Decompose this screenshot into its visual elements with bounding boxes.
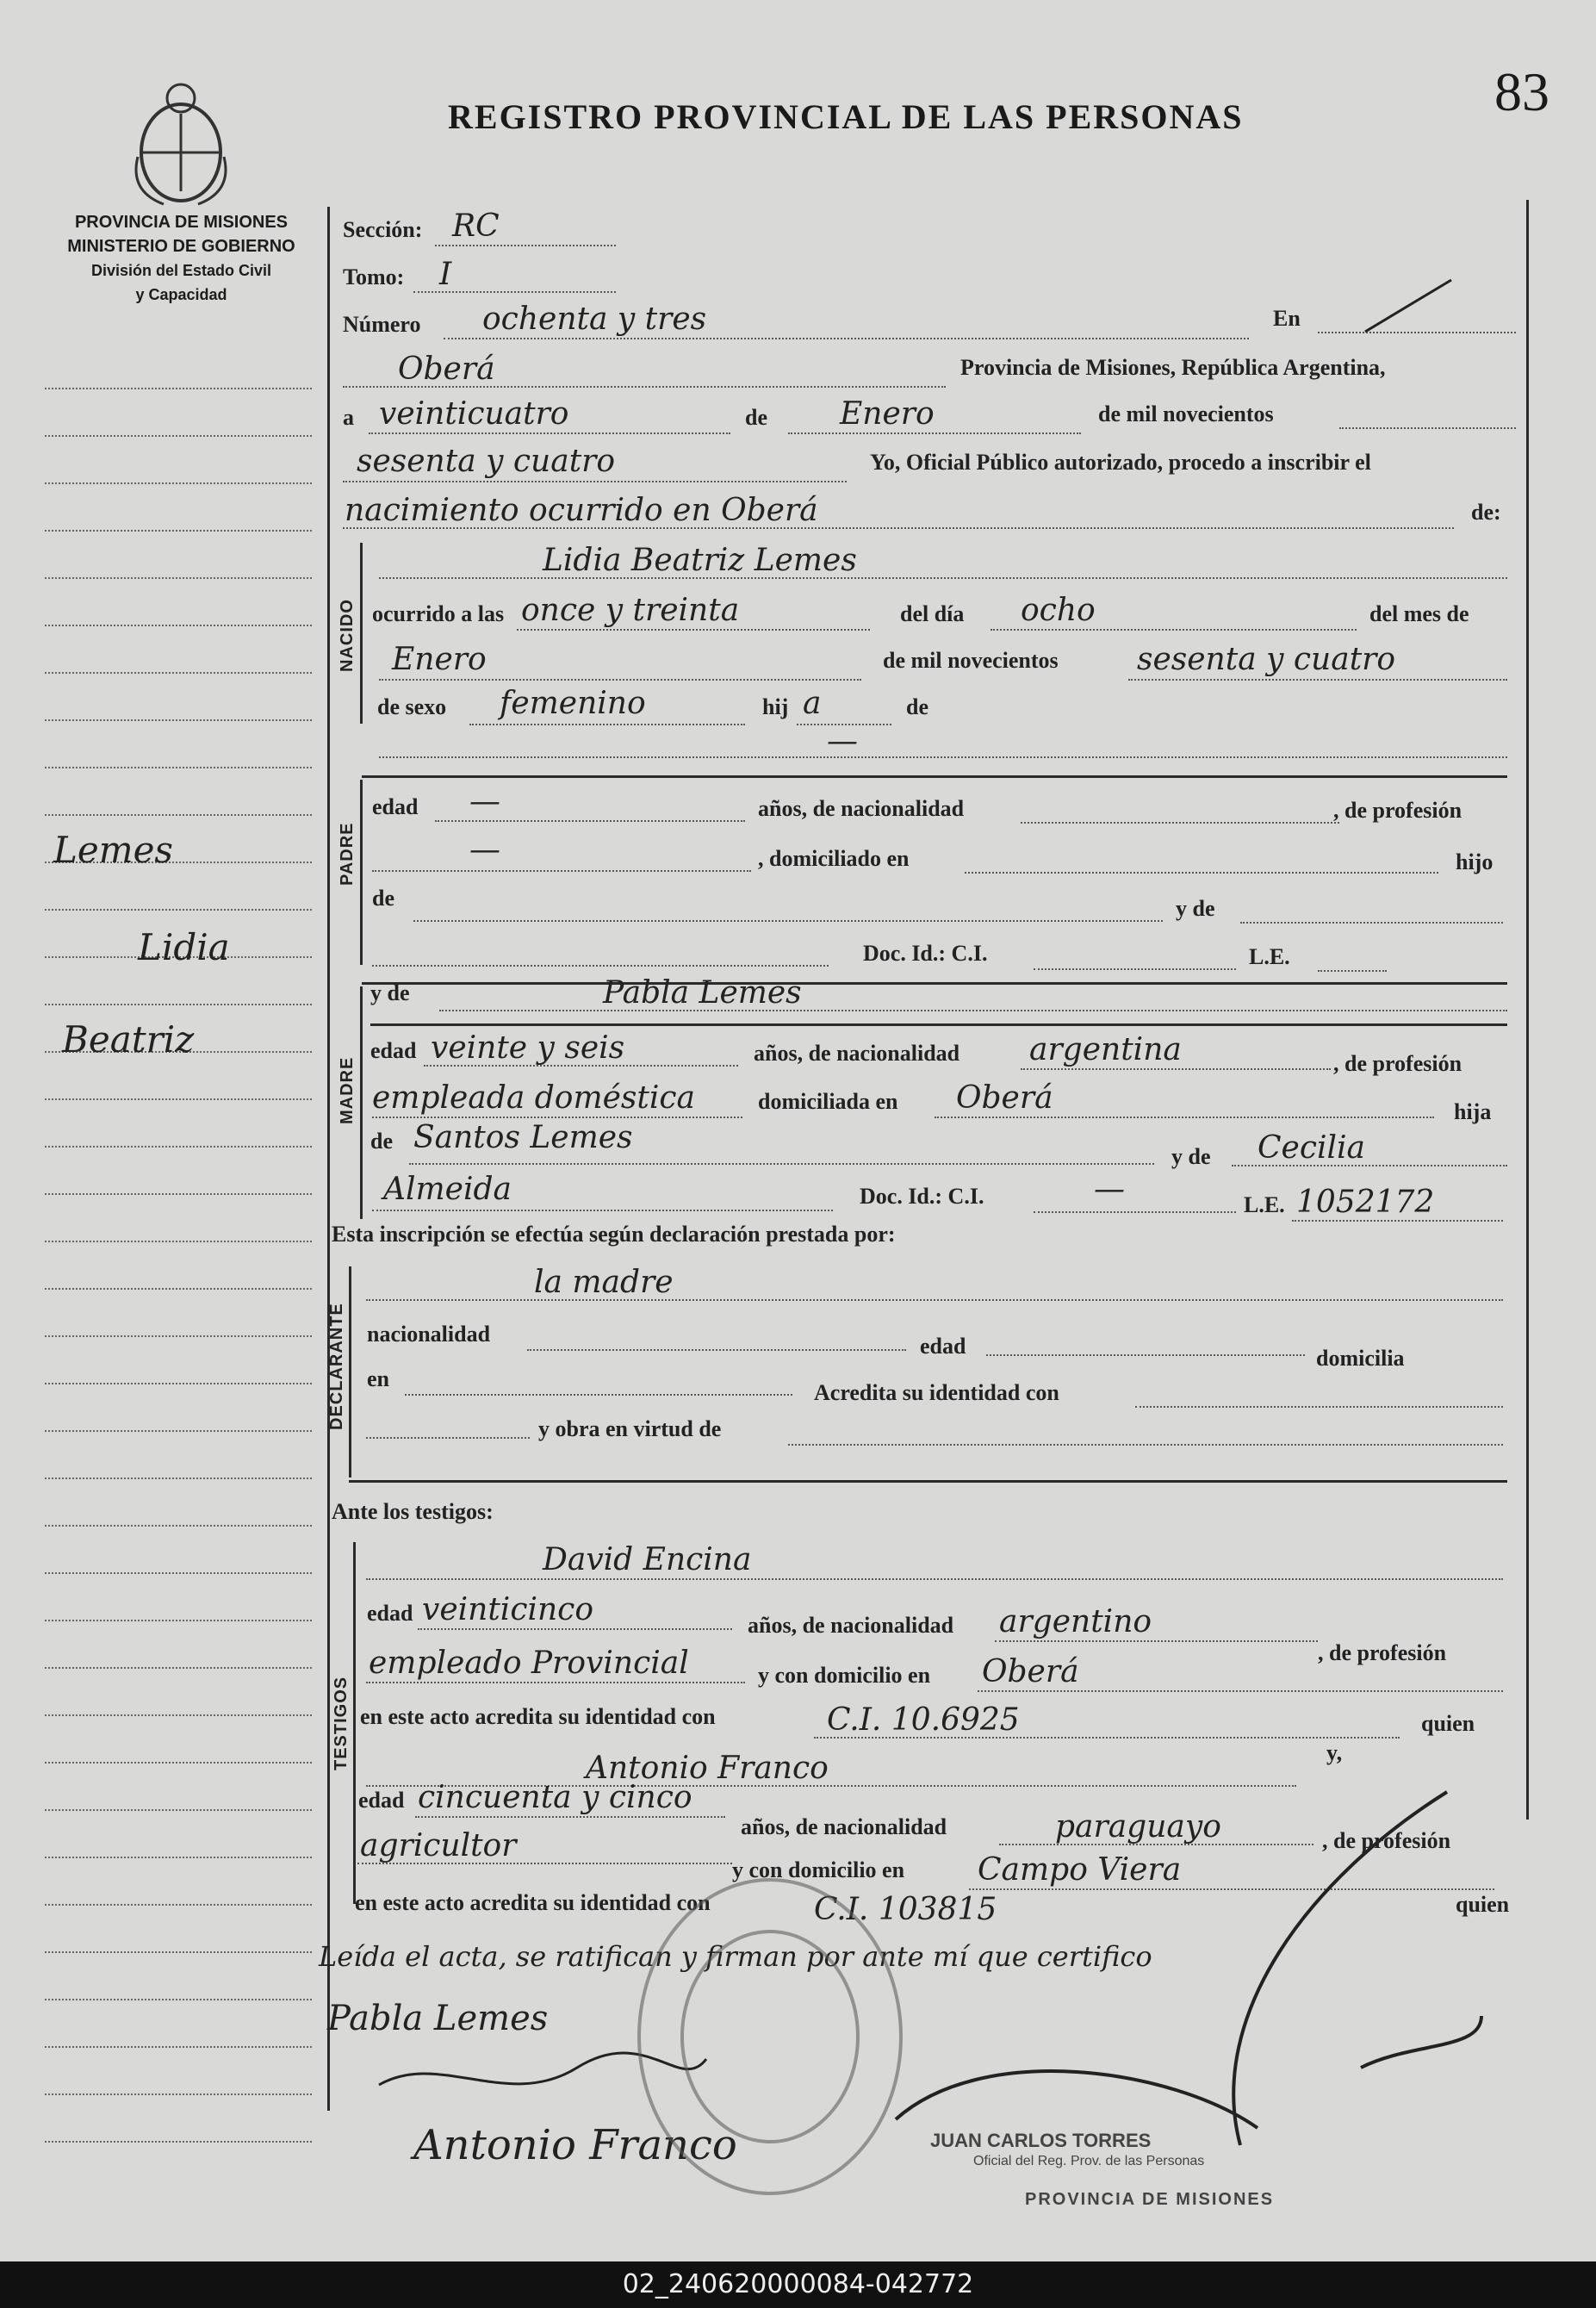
official-signature-icon [879, 1757, 1499, 2171]
padre-edad-dash: — [469, 784, 500, 819]
month-value: Enero [840, 396, 935, 432]
t2-y-label: y, [1326, 1740, 1343, 1765]
coat-of-arms-icon [129, 79, 233, 208]
padre-edad-label: edad [372, 794, 419, 819]
t1-prof: empleado Provincial [369, 1645, 689, 1681]
t1-dom: Oberá [982, 1654, 1079, 1689]
madre-edad-label: edad [370, 1038, 417, 1063]
madre-nacionalidad: argentina [1029, 1032, 1182, 1067]
t2-nac: paraguayo [1055, 1809, 1221, 1845]
closing-text: Leída el acta, se ratifican y firman por ante mí que certifico [319, 1940, 1152, 1973]
hour-value: once y treinta [521, 593, 740, 628]
t2-id: C.I. 103815 [814, 1892, 997, 1927]
t2-dom: Campo Viera [978, 1852, 1182, 1888]
ocurrido-label: ocurrido a las [372, 601, 505, 626]
authority-line: y Capacidad [135, 286, 227, 303]
madre-de-label: de [370, 1129, 393, 1154]
frame-left-line [327, 207, 330, 2111]
margin-first-name: Lidia [138, 926, 230, 968]
declarante-by: la madre [534, 1265, 674, 1300]
madre-doc-dash: — [1094, 1172, 1125, 1207]
madre-anos-label: años, de nacionalidad [754, 1041, 960, 1066]
place-value: Oberá [398, 351, 495, 387]
testigos-bracket [353, 1542, 356, 1904]
padre-dash-2: — [469, 832, 500, 868]
padre-bracket [360, 780, 363, 965]
t1-nac: argentino [999, 1604, 1152, 1639]
madre-name-underline [370, 1023, 1507, 1026]
de-end-label: de: [1471, 500, 1501, 525]
event-value: nacimiento ocurrido en Oberá [345, 493, 818, 528]
padre-y-de-label: y de [1176, 896, 1215, 921]
t1-acredita-label: en este acto acredita su identidad con [360, 1704, 716, 1729]
declarante-intro: Esta inscripción se efectúa según declaración prestada por: [332, 1222, 896, 1247]
t1-id: C.I. 10.6925 [827, 1702, 1020, 1738]
t1-quien-label: quien [1421, 1711, 1475, 1736]
nacido-bracket [360, 543, 363, 724]
mil-label: de mil novecientos [883, 648, 1059, 673]
hij-label: hij [762, 694, 789, 719]
madre-le-label: L.E. [1244, 1192, 1285, 1217]
madre-profesion: empleada doméstica [372, 1080, 695, 1116]
official-text: Yo, Oficial Público autorizado, procedo a inscribir el [870, 450, 1371, 475]
madre-mother-first: Cecilia [1258, 1130, 1366, 1166]
margin-second-name: Beatriz [62, 1018, 195, 1061]
padre-tab: PADRE [338, 822, 357, 886]
padre-divider [362, 982, 1507, 985]
year-words: sesenta y cuatro [357, 444, 616, 479]
a-label: a [343, 405, 354, 430]
madre-father: Santos Lemes [413, 1120, 633, 1155]
padre-de-label: de [372, 886, 394, 911]
madre-tab: MADRE [338, 1056, 357, 1124]
padre-doc-label: Doc. Id.: C.I. [863, 941, 988, 966]
t1-profesion-label: , de profesión [1318, 1640, 1447, 1665]
declarante-domicilia-label: domicilia [1316, 1346, 1405, 1371]
official-stamp-line2: Oficial del Reg. Prov. de las Personas [973, 2154, 1205, 2168]
padre-anos-label: años, de nacionalidad [758, 796, 965, 821]
madre-y-de2-label: y de [1171, 1144, 1211, 1169]
t1-anos-label: años, de nacionalidad [748, 1613, 954, 1638]
authority-line: PROVINCIA DE MISIONES [74, 213, 289, 232]
t2-name: Antonio Franco [586, 1751, 829, 1786]
tomo-value: I [439, 257, 452, 292]
testigos-intro: Ante los testigos: [332, 1499, 494, 1524]
madre-le: 1052172 [1296, 1185, 1435, 1220]
sexo-label: de sexo [377, 694, 447, 719]
padre-hijo-label: hijo [1456, 849, 1494, 874]
signature-witness: Antonio Franco [413, 2121, 737, 2169]
sexo-value: femenino [500, 686, 646, 721]
birth-month: Enero [392, 642, 487, 677]
madre-edad: veinte y seis [431, 1030, 625, 1066]
padre-domiciliado-label: , domiciliado en [758, 846, 910, 871]
del-dia-label: del día [900, 601, 965, 626]
t2-quien-label: quien [1456, 1892, 1510, 1917]
tomo-label: Tomo: [343, 264, 405, 289]
t2-prof: agricultor [360, 1828, 517, 1863]
declarante-nac-label: nacionalidad [367, 1322, 491, 1347]
madre-doc-label: Doc. Id.: C.I. [860, 1184, 984, 1209]
margin-surname: Lemes [53, 829, 173, 871]
numero-label: Número [343, 312, 421, 337]
madre-profesion-label: , de profesión [1333, 1051, 1462, 1076]
madre-domicilio: Oberá [956, 1080, 1053, 1116]
declarante-virtud-label: y obra en virtud de [538, 1416, 722, 1441]
t1-edad: veinticinco [422, 1592, 594, 1627]
seccion-label: Sección: [343, 217, 423, 242]
declarante-acredita-label: Acredita su identidad con [814, 1380, 1059, 1405]
authority-block [50, 210, 313, 307]
padre-le-label: L.E. [1249, 944, 1290, 969]
frame-right-line [1526, 200, 1529, 1820]
declarante-bracket [349, 1266, 351, 1477]
day-words: veinticuatro [379, 396, 569, 432]
t2-domicilio-label: y con domicilio en [732, 1857, 905, 1882]
nacido-de-label: de [906, 694, 928, 719]
madre-mother-last: Almeida [383, 1172, 512, 1207]
t2-anos-label: años, de nacionalidad [741, 1814, 947, 1839]
declarante-divider [349, 1480, 1507, 1483]
declarante-edad-label: edad [920, 1334, 966, 1359]
signature-mother: Pabla Lemes [327, 1999, 549, 2038]
de-label: de [745, 405, 767, 430]
en-label: En [1273, 306, 1301, 331]
nacido-name: Lidia Beatriz Lemes [543, 543, 857, 578]
del-mes-label: del mes de [1369, 601, 1469, 626]
dash-stroke-icon [1361, 276, 1456, 336]
declarante-tab: DECLARANTE [327, 1303, 346, 1430]
page-number: 83 [1494, 61, 1549, 122]
official-stamp-line1: JUAN CARLOS TORRES [930, 2130, 1152, 2151]
madre-y-de-label: y de [370, 980, 410, 1005]
authority-line: MINISTERIO DE GOBIERNO [67, 237, 295, 256]
nacido-tab: NACIDO [338, 599, 357, 672]
authority-line: División del Estado Civil [90, 262, 272, 279]
nacido-dash: — [827, 724, 858, 759]
hij-suffix: a [803, 686, 822, 721]
t1-edad-label: edad [367, 1601, 413, 1626]
t1-domicilio-label: y con domicilio en [758, 1663, 931, 1688]
day-value: ocho [1021, 593, 1096, 628]
t2-edad: cincuenta y cinco [418, 1780, 692, 1815]
birth-year: sesenta y cuatro [1137, 642, 1396, 677]
madre-name: Pabla Lemes [603, 975, 802, 1011]
madre-bracket [360, 986, 363, 1219]
padre-profesion-label: , de profesión [1333, 798, 1462, 823]
madre-domiciliada-label: domiciliada en [758, 1089, 898, 1114]
madre-hija-label: hija [1454, 1099, 1492, 1124]
t2-edad-label: edad [358, 1788, 405, 1813]
seccion-value: RC [452, 208, 500, 244]
nacido-divider [362, 775, 1507, 778]
declarante-en-label: en [367, 1366, 389, 1391]
year-intro: de mil novecientos [1098, 401, 1274, 426]
t2-profesion-label: , de profesión [1322, 1828, 1451, 1853]
numero-value: ochenta y tres [482, 302, 707, 337]
t1-name: David Encina [543, 1542, 752, 1577]
registry-seal-inner [680, 1930, 860, 2143]
province-text: Provincia de Misiones, República Argentina, [960, 355, 1386, 380]
t2-acredita-label: en este acto acredita su identidad con [355, 1890, 711, 1915]
testigos-tab: TESTIGOS [332, 1676, 351, 1770]
official-stamp-line3: PROVINCIA DE MISIONES [1025, 2190, 1275, 2209]
scan-id-bar: 02_240620000084-042772 [0, 2261, 1596, 2308]
page-title: REGISTRO PROVINCIAL DE LAS PERSONAS [448, 97, 1244, 136]
